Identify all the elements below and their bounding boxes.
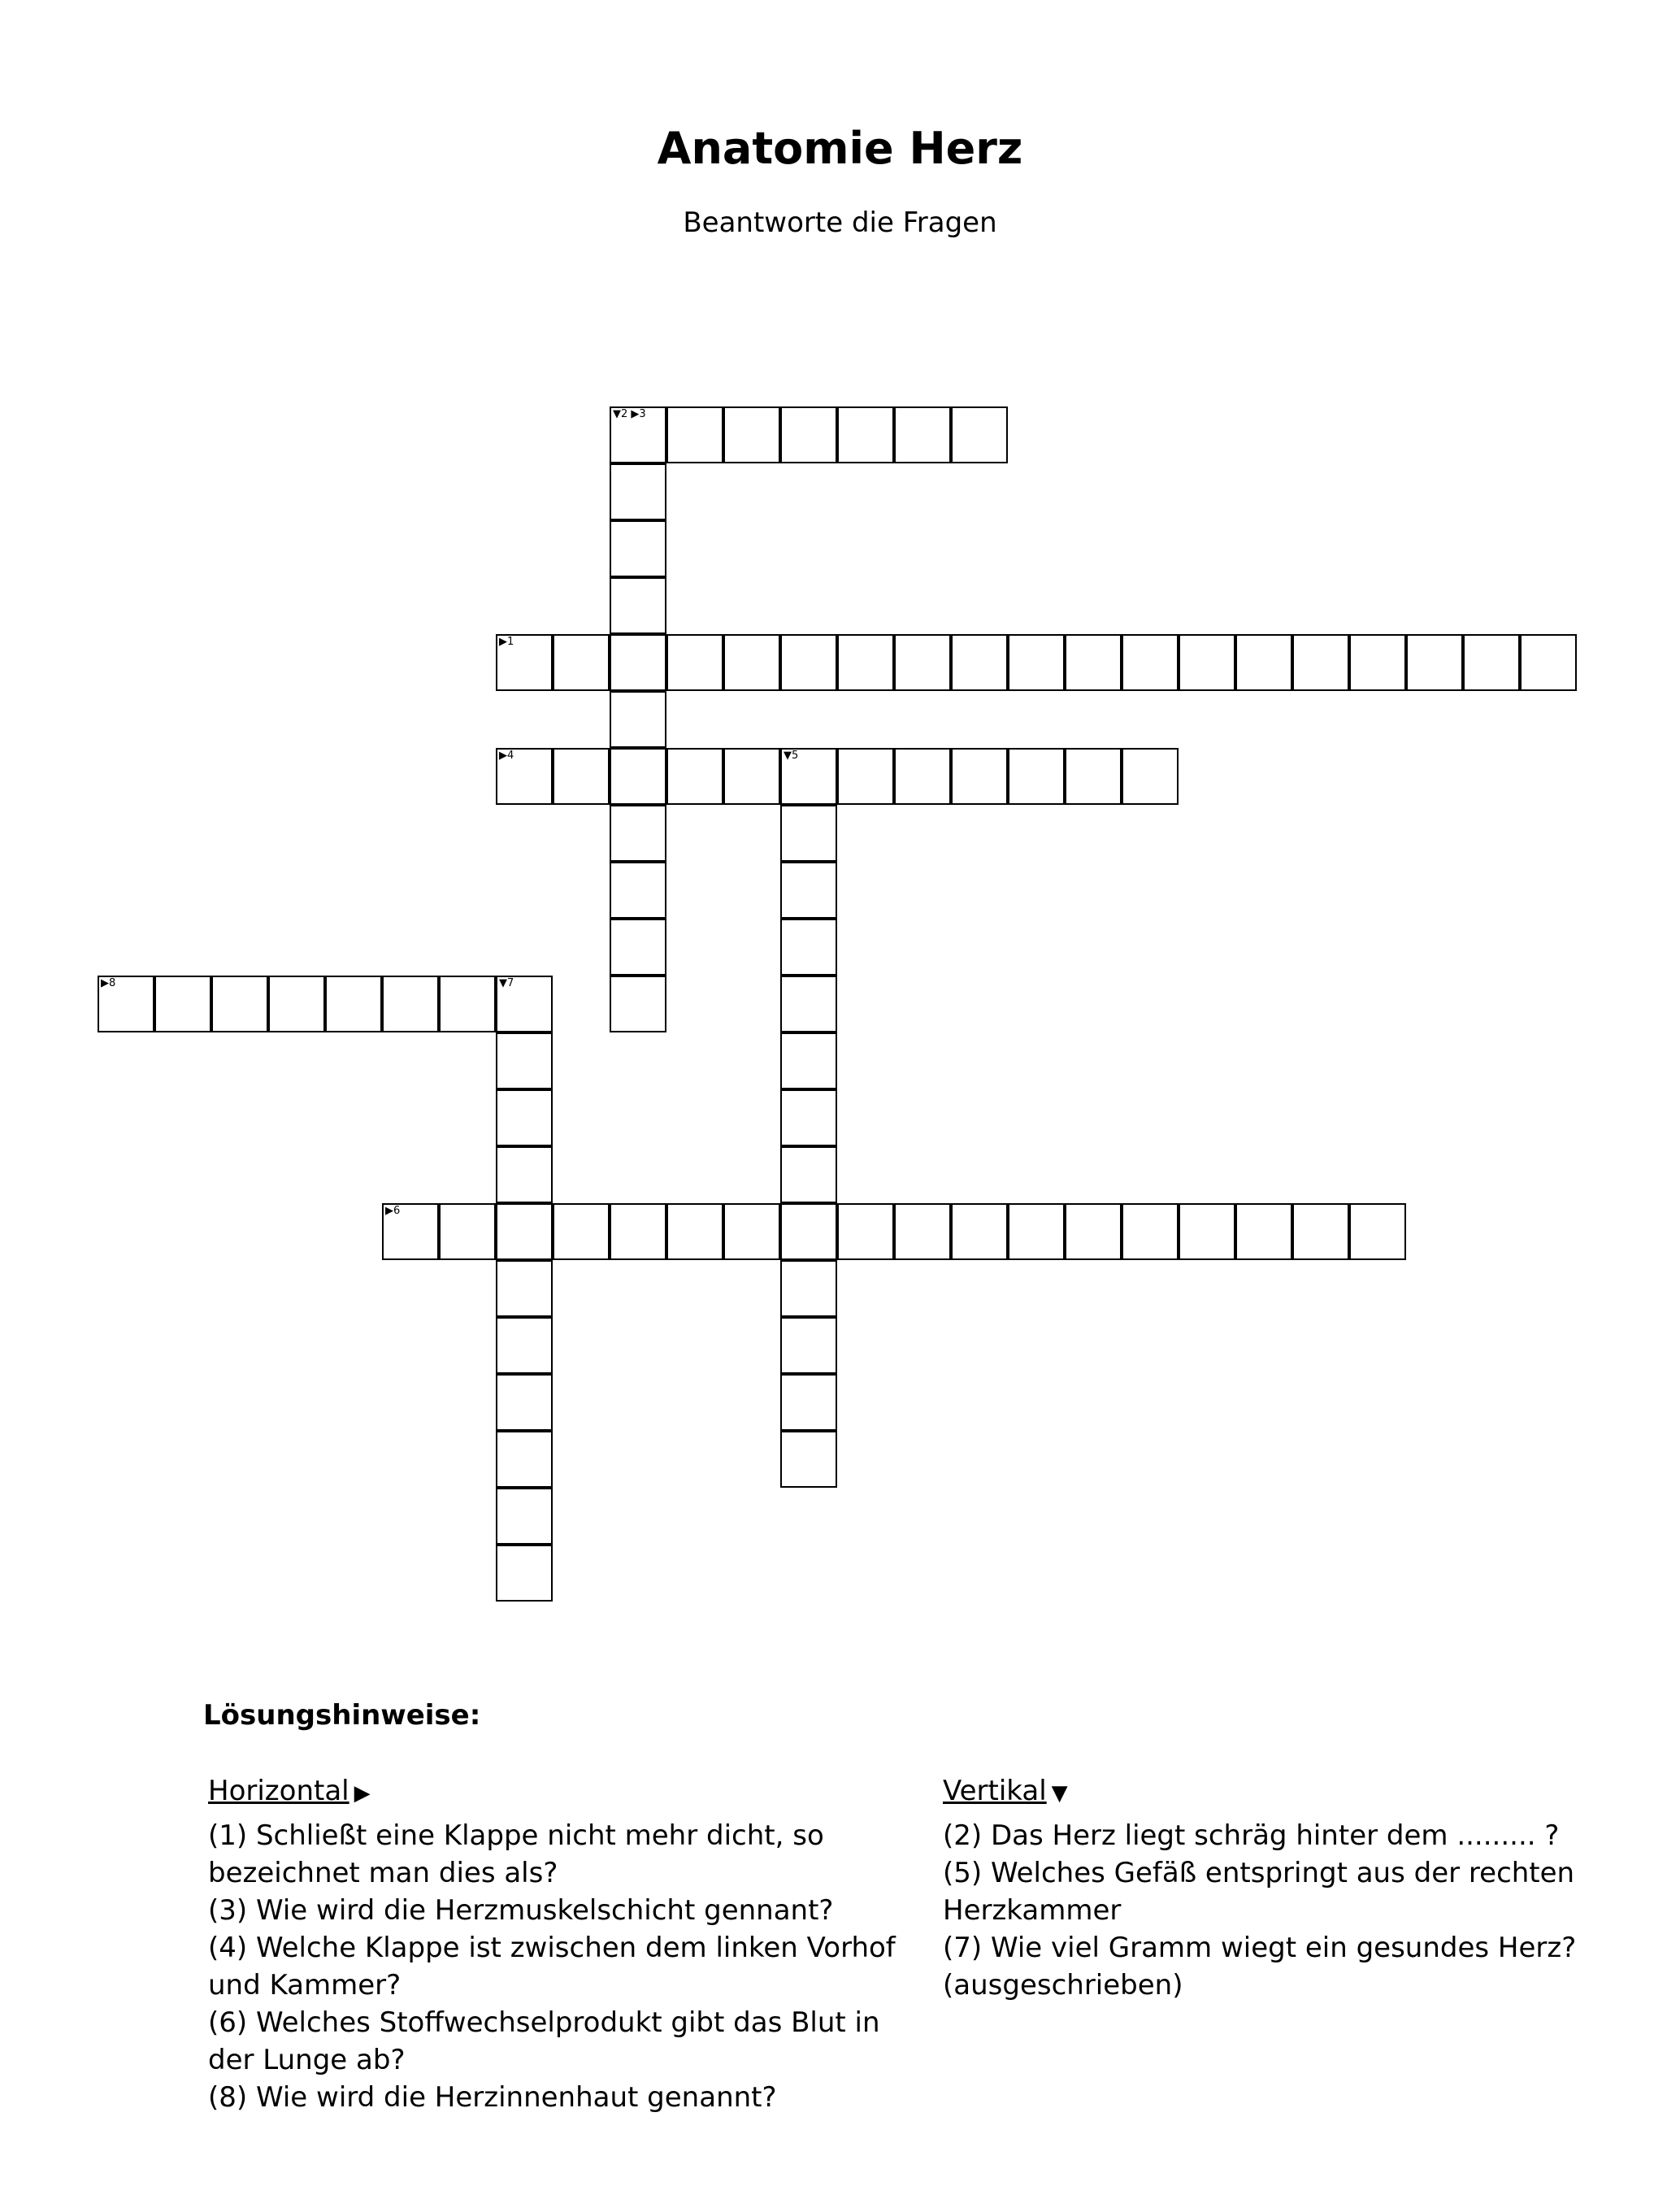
- grid-cell[interactable]: [1235, 634, 1292, 691]
- grid-cell[interactable]: [553, 748, 610, 805]
- clue-down-5: (5) Welches Gefäß entspringt aus der rechten Herzkammer: [943, 1857, 1575, 1927]
- grid-cell[interactable]: [780, 1146, 837, 1203]
- clue-number-label: ▶4: [499, 750, 514, 762]
- clue-number-label: ▶8: [101, 977, 116, 989]
- grid-cell[interactable]: [496, 1374, 553, 1431]
- grid-cell[interactable]: [1008, 748, 1065, 805]
- grid-cell[interactable]: [496, 1089, 553, 1146]
- grid-cell[interactable]: [439, 976, 496, 1032]
- clue-number-label: ▶1: [499, 636, 514, 648]
- grid-cell[interactable]: [496, 748, 553, 805]
- grid-cell[interactable]: [325, 976, 382, 1032]
- clue-number-label: ▼7: [499, 977, 514, 989]
- page-subtitle: Beantworte die Fragen: [683, 206, 997, 239]
- grid-cell[interactable]: [553, 634, 610, 691]
- across-label: Horizontal: [208, 1775, 349, 1807]
- grid-cell[interactable]: [610, 862, 666, 919]
- grid-cell[interactable]: [666, 1203, 723, 1260]
- grid-cell[interactable]: [723, 1203, 780, 1260]
- grid-cell[interactable]: [894, 748, 951, 805]
- grid-cell[interactable]: [951, 634, 1008, 691]
- grid-cell[interactable]: [1463, 634, 1520, 691]
- grid-cell[interactable]: [496, 976, 553, 1032]
- grid-cell[interactable]: [780, 1431, 837, 1488]
- across-arrow-icon: ▶: [354, 1781, 371, 1806]
- down-heading: [943, 1772, 1593, 1812]
- grid-cell[interactable]: [780, 919, 837, 976]
- grid-cell[interactable]: [496, 1146, 553, 1203]
- grid-cell[interactable]: [666, 406, 723, 463]
- grid-cell[interactable]: [496, 1317, 553, 1374]
- grid-cell[interactable]: [1122, 748, 1179, 805]
- grid-cell[interactable]: [780, 634, 837, 691]
- grid-cell[interactable]: [496, 1431, 553, 1488]
- grid-cell[interactable]: [666, 748, 723, 805]
- across-clues: [208, 1772, 923, 2116]
- grid-cell[interactable]: [610, 520, 666, 577]
- grid-cell[interactable]: [1520, 634, 1577, 691]
- down-label: Vertikal: [943, 1775, 1047, 1807]
- clue-across-3: (3) Wie wird die Herzmuskelschicht gennant?: [208, 1894, 834, 1927]
- grid-cell[interactable]: [1235, 1203, 1292, 1260]
- grid-cell[interactable]: [1349, 1203, 1406, 1260]
- grid-cell[interactable]: [780, 862, 837, 919]
- grid-cell[interactable]: [780, 1260, 837, 1317]
- grid-cell[interactable]: [1065, 1203, 1122, 1260]
- grid-cell[interactable]: [439, 1203, 496, 1260]
- grid-cell[interactable]: [1065, 634, 1122, 691]
- grid-cell[interactable]: [837, 748, 894, 805]
- across-heading: [208, 1772, 923, 1812]
- grid-cell[interactable]: [780, 1089, 837, 1146]
- grid-cell[interactable]: [154, 976, 211, 1032]
- grid-cell[interactable]: [553, 1203, 610, 1260]
- grid-cell[interactable]: [666, 634, 723, 691]
- page-title: Anatomie Herz: [657, 123, 1023, 174]
- grid-cell[interactable]: [98, 976, 154, 1032]
- clue-across-8: (8) Wie wird die Herzinnenhaut genannt?: [208, 2081, 777, 2114]
- grid-cell[interactable]: [951, 1203, 1008, 1260]
- grid-cell[interactable]: [780, 1203, 837, 1260]
- grid-cell[interactable]: [780, 805, 837, 862]
- grid-cell[interactable]: [496, 1488, 553, 1545]
- grid-cell[interactable]: [610, 634, 666, 691]
- grid-cell[interactable]: [610, 919, 666, 976]
- grid-cell[interactable]: [837, 1203, 894, 1260]
- grid-cell[interactable]: [780, 976, 837, 1032]
- grid-cell[interactable]: [610, 805, 666, 862]
- grid-cell[interactable]: [610, 463, 666, 520]
- clue-number-label: ▼2 ▶3: [613, 408, 646, 420]
- grid-cell[interactable]: [1179, 634, 1235, 691]
- grid-cell[interactable]: [780, 748, 837, 805]
- grid-cell[interactable]: [780, 406, 837, 463]
- clue-number-label: ▶6: [385, 1205, 401, 1217]
- grid-cell[interactable]: [496, 1260, 553, 1317]
- grid-cell[interactable]: [1008, 1203, 1065, 1260]
- grid-cell[interactable]: [1008, 634, 1065, 691]
- grid-cell[interactable]: [496, 1032, 553, 1089]
- grid-cell[interactable]: [610, 577, 666, 634]
- grid-cell[interactable]: [723, 748, 780, 805]
- grid-cell[interactable]: [1122, 634, 1179, 691]
- grid-cell[interactable]: [1406, 634, 1463, 691]
- down-arrow-icon: ▼: [1051, 1781, 1068, 1806]
- clue-down-7: (7) Wie viel Gramm wiegt ein gesundes Herz? (ausgeschrieben): [943, 1932, 1577, 2002]
- grid-cell[interactable]: [610, 976, 666, 1032]
- grid-cell[interactable]: [837, 406, 894, 463]
- grid-cell[interactable]: [610, 748, 666, 805]
- grid-cell[interactable]: [211, 976, 268, 1032]
- grid-cell[interactable]: [610, 691, 666, 748]
- down-clues: [943, 1772, 1593, 2004]
- grid-cell[interactable]: [951, 748, 1008, 805]
- grid-cell[interactable]: [496, 634, 553, 691]
- grid-cell[interactable]: [1349, 634, 1406, 691]
- hints-heading: Lösungshinweise:: [203, 1699, 481, 1732]
- clue-across-1: (1) Schließt eine Klappe nicht mehr dicht, so bezeichnet man dies als?: [208, 1819, 824, 1889]
- grid-cell[interactable]: [382, 1203, 439, 1260]
- grid-cell[interactable]: [1292, 634, 1349, 691]
- grid-cell[interactable]: [894, 1203, 951, 1260]
- grid-cell[interactable]: [1122, 1203, 1179, 1260]
- grid-cell[interactable]: [951, 406, 1008, 463]
- grid-cell[interactable]: [723, 406, 780, 463]
- grid-cell[interactable]: [780, 1374, 837, 1431]
- grid-cell[interactable]: [610, 1203, 666, 1260]
- grid-cell[interactable]: [894, 406, 951, 463]
- grid-cell[interactable]: [610, 406, 666, 463]
- grid-cell[interactable]: [780, 1032, 837, 1089]
- clue-across-4: (4) Welche Klappe ist zwischen dem linken Vorhof und Kammer?: [208, 1932, 896, 2002]
- grid-cell[interactable]: [837, 634, 894, 691]
- grid-cell[interactable]: [496, 1203, 553, 1260]
- grid-cell[interactable]: [382, 976, 439, 1032]
- grid-cell[interactable]: [496, 1545, 553, 1602]
- clue-across-6: (6) Welches Stoffwechselprodukt gibt das Blut in der Lunge ab?: [208, 2006, 880, 2076]
- grid-cell[interactable]: [1065, 748, 1122, 805]
- grid-cell[interactable]: [1179, 1203, 1235, 1260]
- grid-cell[interactable]: [780, 1317, 837, 1374]
- grid-cell[interactable]: [723, 634, 780, 691]
- grid-cell[interactable]: [268, 976, 325, 1032]
- clue-down-2: (2) Das Herz liegt schräg hinter dem ......... ?: [943, 1819, 1560, 1852]
- grid-cell[interactable]: [894, 634, 951, 691]
- clue-number-label: ▼5: [784, 750, 799, 762]
- grid-cell[interactable]: [1292, 1203, 1349, 1260]
